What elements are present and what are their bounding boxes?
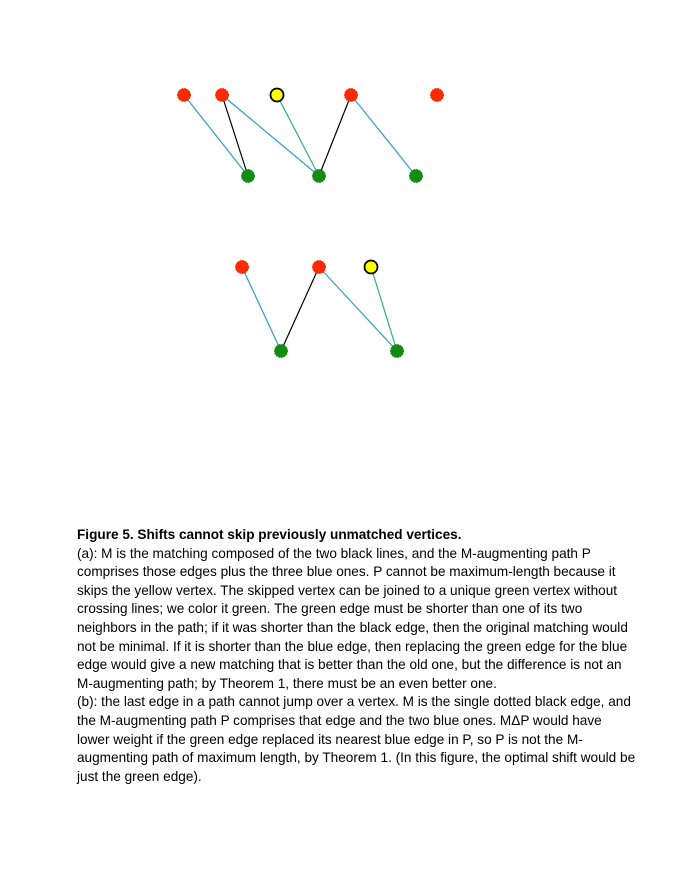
black-matching-edge bbox=[319, 95, 351, 176]
black-matching-edge bbox=[222, 95, 248, 176]
green-edge bbox=[277, 95, 319, 176]
green-edge bbox=[371, 267, 397, 351]
green-vertex bbox=[275, 345, 288, 358]
caption-paragraph-b: (b): the last edge in a path cannot jump over a vertex. M is the single dotted black edge, and the M-augmenting path P comprises that edge and the two blue ones. MΔP would have lower weight if the green edge replaced its nearest blue edge in P, so P is not the M-augmenting path of maximum length, by Theorem 1. (In this figure, the optimal shift would be just the green edge). bbox=[77, 694, 636, 784]
black-matching-edge bbox=[281, 267, 319, 351]
green-vertex bbox=[313, 170, 326, 183]
red-vertex bbox=[431, 89, 444, 102]
blue-edge bbox=[184, 95, 248, 176]
figure-caption bbox=[77, 526, 637, 786]
green-vertex bbox=[242, 170, 255, 183]
blue-edge bbox=[222, 95, 319, 176]
caption-paragraph-a: (a): M is the matching composed of the two black lines, and the M-augmenting path P comprises those edges plus the three blue ones. P cannot be maximum-length because it skips the yellow vertex. The skipped vertex can be joined to a unique green vertex without crossing lines; we color it green. The green edge must be shorter than one of its two neighbors in the path; if it was shorter than the black edge, then the original matching would not be minimal. If it is shorter than the blue edge, then replacing the green edge for the blue edge would give a new matching that is better than the old one, but the difference is not an M-augmenting path; by Theorem 1, there must be an even better one. bbox=[77, 545, 628, 691]
blue-edge bbox=[242, 267, 281, 351]
red-vertex bbox=[216, 89, 229, 102]
panel-b-diagram bbox=[236, 261, 404, 358]
red-vertex bbox=[236, 261, 249, 274]
yellow-vertex bbox=[271, 89, 284, 102]
blue-edge bbox=[351, 95, 416, 176]
yellow-vertex bbox=[365, 261, 378, 274]
caption-title: Figure 5. Shifts cannot skip previously unmatched vertices. bbox=[77, 527, 462, 542]
green-vertex bbox=[391, 345, 404, 358]
blue-edge bbox=[319, 267, 397, 351]
red-vertex bbox=[313, 261, 326, 274]
red-vertex bbox=[345, 89, 358, 102]
red-vertex bbox=[178, 89, 191, 102]
green-vertex bbox=[410, 170, 423, 183]
panel-a-diagram bbox=[178, 89, 444, 183]
